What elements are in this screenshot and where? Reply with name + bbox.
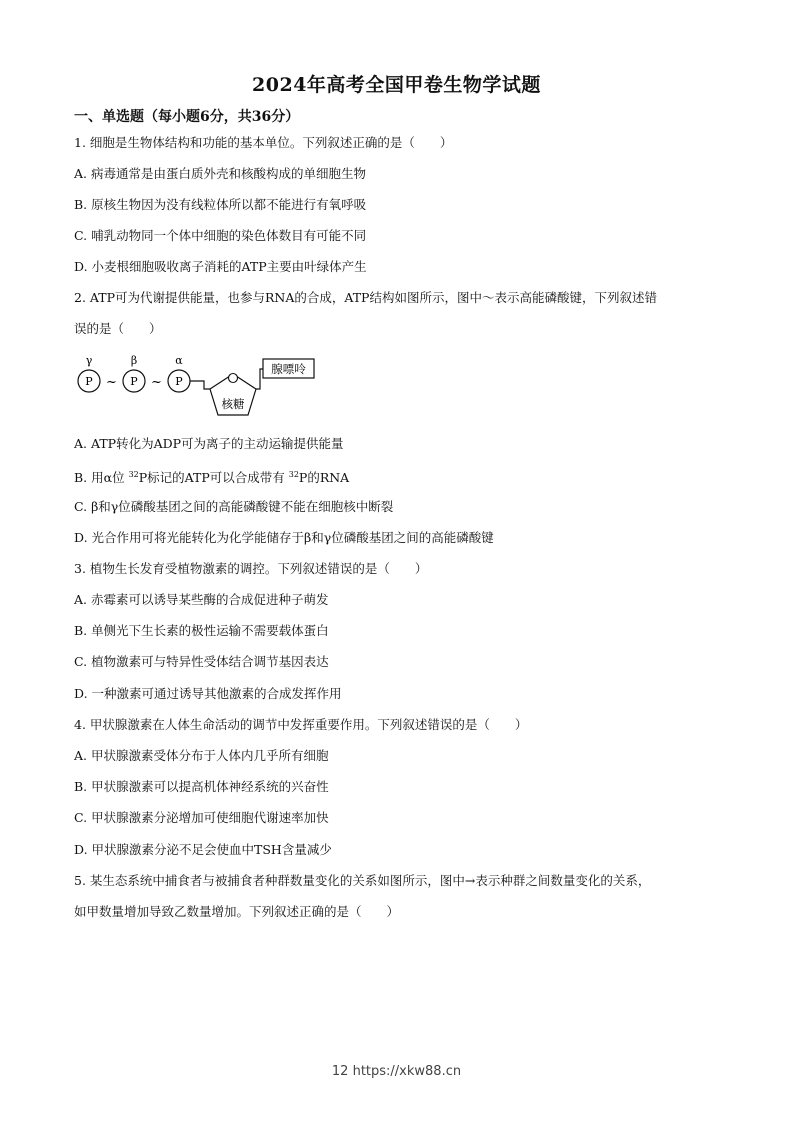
q4-stem: 4. 甲状腺激素在人体生命活动的调节中发挥重要作用。下列叙述错误的是（ ）	[74, 717, 528, 732]
page-footer: 12 https://xkw88.cn	[331, 1064, 462, 1079]
ring-oxygen	[229, 374, 238, 383]
q4-option-a: A. 甲状腺激素受体分布于人体内几乎所有细胞	[74, 748, 329, 763]
gamma-label: γ	[85, 354, 93, 367]
isotope-superscript-2: 32	[288, 470, 299, 479]
page-title: 2024年高考全国甲卷生物学试题	[252, 74, 541, 96]
alpha-label: α	[175, 354, 183, 367]
section-heading: 一、单选题（每小题6分，共36分）	[74, 109, 300, 125]
q2-stem-line1: 2. ATP可为代谢提供能量，也参与RNA的合成，ATP结构如图所示，图中～表示高能磷酸键，下列叙述错	[74, 290, 657, 305]
isotope-superscript-1: 32	[128, 470, 139, 479]
q1-stem: 1. 细胞是生物体结构和功能的基本单位。下列叙述正确的是（ ）	[74, 135, 453, 150]
q2-option-b	[74, 467, 349, 486]
q4-option-b: B. 甲状腺激素可以提高机体神经系统的兴奋性	[74, 779, 329, 794]
high-energy-bond-1: ~	[106, 375, 117, 390]
phosphate-alpha-label: P	[175, 375, 183, 388]
beta-label: β	[130, 354, 138, 367]
ribose-label: 核糖	[221, 397, 245, 411]
q2-option-d: D. 光合作用可将光能转化为化学能储存于β和γ位磷酸基团之间的高能磷酸键	[74, 530, 494, 545]
q2-option-b-prefix: B. 用α位	[74, 470, 129, 486]
q2-option-c: C. β和γ位磷酸基团之间的高能磷酸键不能在细胞核中断裂	[74, 499, 394, 514]
high-energy-bond-2: ~	[151, 375, 162, 390]
q2-option-b-middle: P标记的ATP可以合成带有	[138, 470, 289, 486]
q2-option-b-suffix: P的RNA	[298, 470, 350, 486]
q1-option-c: C. 哺乳动物同一个体中细胞的染色体数目有可能不同	[74, 228, 367, 243]
q3-option-b: B. 单侧光下生长素的极性运输不需要载体蛋白	[74, 623, 329, 638]
q3-option-d: D. 一种激素可通过诱导其他激素的合成发挥作用	[74, 686, 342, 701]
q4-option-d: D. 甲状腺激素分泌不足会使血中TSH含量减少	[74, 842, 332, 857]
atp-structure-diagram	[72, 352, 322, 424]
q1-option-b: B. 原核生物因为没有线粒体所以都不能进行有氧呼吸	[74, 197, 367, 212]
phosphate-ribose-link	[190, 381, 210, 389]
phosphate-beta-label: P	[130, 375, 138, 388]
q2-option-a: A. ATP转化为ADP可为离子的主动运输提供能量	[74, 436, 344, 451]
phosphate-gamma-label: P	[85, 375, 93, 388]
ribose-base-link	[256, 369, 263, 389]
q3-stem: 3. 植物生长发育受植物激素的调控。下列叙述错误的是（ ）	[74, 561, 428, 576]
q1-option-d: D. 小麦根细胞吸收离子消耗的ATP主要由叶绿体产生	[74, 259, 367, 274]
q1-option-a: A. 病毒通常是由蛋白质外壳和核酸构成的单细胞生物	[74, 166, 366, 181]
q4-option-c: C. 甲状腺激素分泌增加可使细胞代谢速率加快	[74, 810, 329, 825]
q5-stem-line2: 如甲数量增加导致乙数量增加。下列叙述正确的是（ ）	[74, 904, 400, 919]
q3-option-c: C. 植物激素可与特异性受体结合调节基因表达	[74, 654, 329, 669]
q3-option-a: A. 赤霉素可以诱导某些酶的合成促进种子萌发	[74, 592, 329, 607]
q2-stem-line2: 误的是（ ）	[74, 321, 162, 336]
adenine-label: 腺嘌呤	[271, 362, 306, 376]
q5-stem-line1: 5. 某生态系统中捕食者与被捕食者种群数量变化的关系如图所示，图中→表示种群之间数量变化的关系，	[74, 873, 651, 888]
